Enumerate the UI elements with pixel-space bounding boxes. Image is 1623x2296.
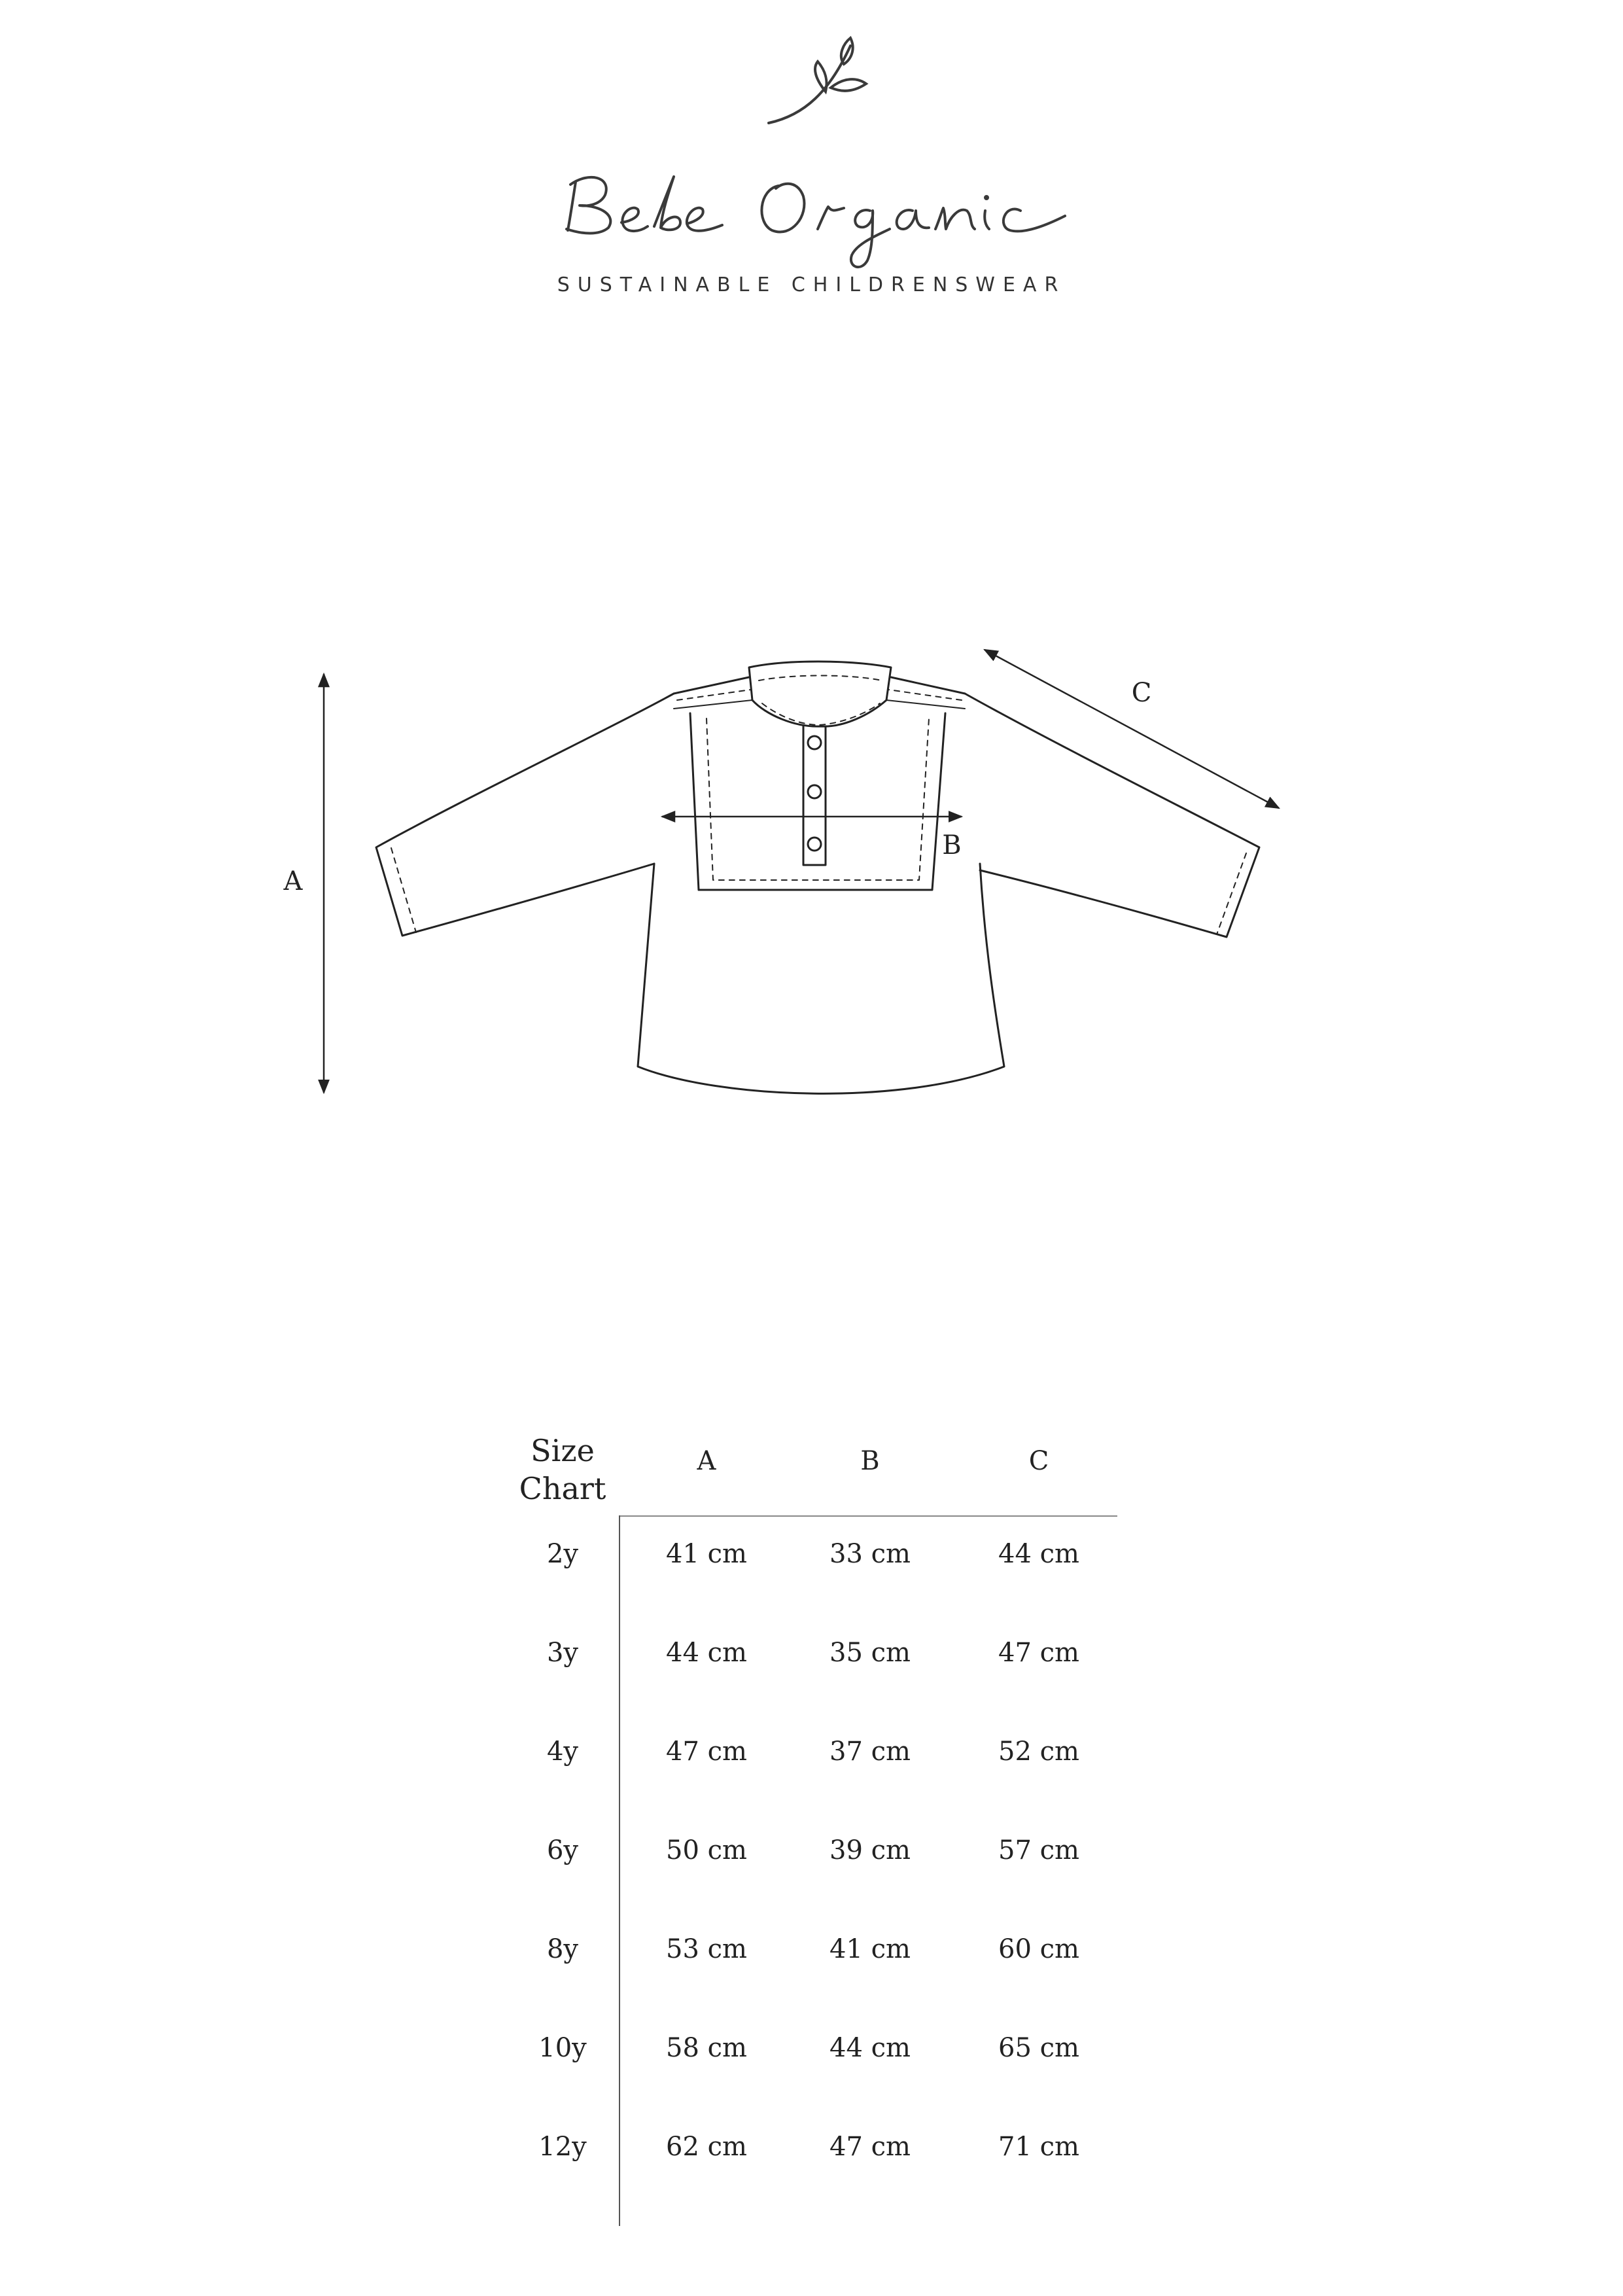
column-header-a: A xyxy=(697,1446,716,1476)
column-header-b: B xyxy=(860,1446,880,1476)
button-icon xyxy=(808,785,821,798)
table-cell-a: 47 cm xyxy=(666,1737,747,1767)
column-divider xyxy=(619,1515,620,2226)
table-cell-c: 47 cm xyxy=(998,1638,1079,1668)
script-wordmark xyxy=(567,177,1065,267)
size-chart-header-line1: Size xyxy=(531,1433,595,1468)
table-cell-c: 60 cm xyxy=(998,1934,1079,1964)
row-size-label: 12y xyxy=(538,2132,587,2162)
table-cell-c: 57 cm xyxy=(998,1835,1079,1865)
table-cell-c: 71 cm xyxy=(998,2132,1079,2162)
leaf-sprig-icon xyxy=(769,38,866,123)
dimension-label-c: C xyxy=(1131,678,1152,708)
table-cell-c: 44 cm xyxy=(998,1539,1079,1569)
row-size-label: 4y xyxy=(546,1737,579,1767)
placket-buttons xyxy=(808,736,821,851)
button-icon xyxy=(808,838,821,851)
shirt-diagram xyxy=(0,589,1623,1178)
table-cell-b: 33 cm xyxy=(829,1539,911,1569)
table-cell-a: 58 cm xyxy=(666,2033,747,2063)
table-cell-a: 50 cm xyxy=(666,1835,747,1865)
dimension-arrows xyxy=(324,650,1279,1093)
column-header-c: C xyxy=(1028,1446,1049,1476)
row-size-label: 10y xyxy=(538,2033,587,2063)
table-cell-b: 47 cm xyxy=(829,2132,911,2162)
table-cell-c: 65 cm xyxy=(998,2033,1079,2063)
size-chart-header-line2: Chart xyxy=(519,1471,606,1506)
dimension-label-a: A xyxy=(283,866,303,896)
table-cell-b: 35 cm xyxy=(829,1638,911,1668)
header-divider xyxy=(620,1515,1117,1517)
table-cell-a: 53 cm xyxy=(666,1934,747,1964)
row-size-label: 3y xyxy=(546,1638,579,1668)
row-size-label: 8y xyxy=(546,1934,579,1964)
table-cell-a: 41 cm xyxy=(666,1539,747,1569)
row-size-label: 2y xyxy=(546,1539,579,1569)
table-cell-b: 39 cm xyxy=(829,1835,911,1865)
table-cell-b: 41 cm xyxy=(829,1934,911,1964)
size-chart-header xyxy=(497,1432,628,1508)
row-size-label: 6y xyxy=(546,1835,579,1865)
table-cell-c: 52 cm xyxy=(998,1737,1079,1767)
dimension-label-b: B xyxy=(942,830,962,860)
table-cell-a: 62 cm xyxy=(666,2132,747,2162)
table-cell-b: 44 cm xyxy=(829,2033,911,2063)
brand-tagline: SUSTAINABLE CHILDRENSWEAR xyxy=(557,274,1066,296)
button-icon xyxy=(808,736,821,749)
table-cell-b: 37 cm xyxy=(829,1737,911,1767)
table-cell-a: 44 cm xyxy=(666,1638,747,1668)
